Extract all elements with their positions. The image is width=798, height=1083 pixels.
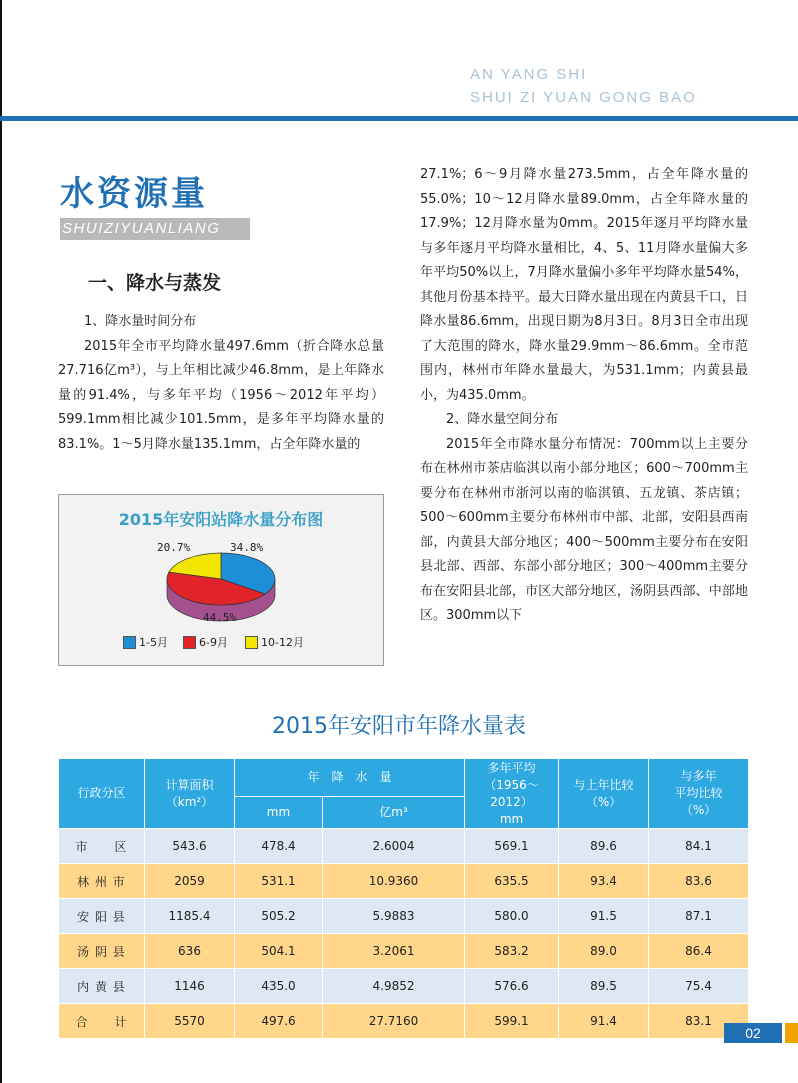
header-precip-yi: 亿m³ <box>323 797 465 829</box>
paragraph-monthly: 27.1%；6～9月降水量273.5mm，占全年降水量的55.0%；10～12月降水量89.0mm，占全年降水量的17.9%；12月降水量为0mm。2015年逐月平均降水量与多年逐月平均降水量相比，4、5、11月降水量偏大多年平均50%以上，7月降水量偏小多年平均降水量54%，其他月份基本持平。最大日降水量出现在内黄县千口，日降水量86.6mm，出现日期为8月3日。8月3日全市出现了大范围的降水，降水量29.9mm～86.6mm。全市范围内，林州市年降水量最大，为531.1mm；内黄县最小，为435.0mm。 <box>420 167 748 403</box>
header-pinyin-line2: SHUI ZI YUAN GONG BAO <box>470 89 697 106</box>
right-text-column <box>420 163 748 629</box>
precipitation-table <box>58 758 749 1039</box>
table-row <box>59 934 749 969</box>
page-number-accent <box>785 1023 798 1043</box>
cell-precip-mm: 497.6 <box>235 1004 323 1039</box>
cell-cmp-avg: 83.6 <box>649 864 749 899</box>
page-number: 02 <box>724 1023 782 1043</box>
cell-area: 5570 <box>145 1004 235 1039</box>
cell-avg: 580.0 <box>465 899 559 934</box>
cell-cmp-avg: 84.1 <box>649 829 749 864</box>
legend-item-6-9 <box>183 634 228 650</box>
cell-region: 内 黄 县 <box>59 969 145 1004</box>
legend-swatch-10-12 <box>245 636 258 649</box>
legend-item-10-12 <box>245 634 304 650</box>
legend-label-6-9: 6-9月 <box>199 636 228 649</box>
chart-title: 2015年安阳站降水量分布图 <box>118 510 324 529</box>
table-row <box>59 864 749 899</box>
cell-cmp-last: 91.4 <box>559 1004 649 1039</box>
cell-avg: 635.5 <box>465 864 559 899</box>
cell-area: 1146 <box>145 969 235 1004</box>
cell-cmp-avg: 83.1 <box>649 1004 749 1039</box>
cell-area: 543.6 <box>145 829 235 864</box>
cell-region: 林 州 市 <box>59 864 145 899</box>
cell-avg: 569.1 <box>465 829 559 864</box>
cell-region: 市 区 <box>59 829 145 864</box>
cell-avg: 576.6 <box>465 969 559 1004</box>
table-row-total <box>59 1004 749 1039</box>
cell-cmp-last: 93.4 <box>559 864 649 899</box>
cell-precip-mm: 478.4 <box>235 829 323 864</box>
header-region: 行政分区 <box>59 759 145 829</box>
section-subtitle: SHUIZIYUANLIANG <box>62 220 221 237</box>
heading-precipitation: 一、降水与蒸发 <box>88 272 222 294</box>
cell-region: 安 阳 县 <box>59 899 145 934</box>
cell-cmp-last: 89.0 <box>559 934 649 969</box>
legend-item-1-5 <box>123 634 168 650</box>
cell-precip-yi: 3.2061 <box>323 934 465 969</box>
paragraph-time-distribution: 2015年全市平均降水量497.6mm（折合降水总量27.716亿m³），与上年相比减少46.8mm，是上年降水量的91.4%，与多年平均（1956～2012年平均）599.1mm相比减少101.5mm，是多年平均降水量的83.1%。1～5月降水量135.1mm，占全年降水量的 <box>58 338 384 452</box>
cell-cmp-last: 89.6 <box>559 829 649 864</box>
header-area: 计算面积 （km²） <box>145 759 235 829</box>
header-compare-last-year: 与上年比较 （%） <box>559 759 649 829</box>
legend-label-1-5: 1-5月 <box>139 636 168 649</box>
legend-swatch-1-5 <box>123 636 136 649</box>
legend-swatch-6-9 <box>183 636 196 649</box>
legend-label-10-12: 10-12月 <box>261 636 304 649</box>
left-text-column <box>58 310 384 457</box>
cell-area: 2059 <box>145 864 235 899</box>
cell-cmp-avg: 86.4 <box>649 934 749 969</box>
cell-precip-yi: 4.9852 <box>323 969 465 1004</box>
header-compare-average: 与多年 平均比较 （%） <box>649 759 749 829</box>
cell-precip-yi: 2.6004 <box>323 829 465 864</box>
subheading-time-distribution: 1、降水量时间分布 <box>84 314 197 329</box>
cell-area: 1185.4 <box>145 899 235 934</box>
cell-precip-mm: 531.1 <box>235 864 323 899</box>
cell-region: 合 计 <box>59 1004 145 1039</box>
cell-precip-mm: 504.1 <box>235 934 323 969</box>
cell-cmp-last: 91.5 <box>559 899 649 934</box>
cell-cmp-avg: 75.4 <box>649 969 749 1004</box>
table-row <box>59 829 749 864</box>
cell-avg: 599.1 <box>465 1004 559 1039</box>
cell-precip-mm: 505.2 <box>235 899 323 934</box>
pie-chart-panel <box>58 494 384 666</box>
header-blue-rule <box>0 116 798 121</box>
table-title: 2015年安阳市年降水量表 <box>272 714 526 739</box>
pie-label-1-5: 34.8% <box>230 541 264 554</box>
cell-precip-yi: 5.9883 <box>323 899 465 934</box>
pie-label-10-12: 20.7% <box>157 541 191 554</box>
cell-region: 汤 阴 县 <box>59 934 145 969</box>
page-edge-rule <box>0 0 2 1083</box>
cell-avg: 583.2 <box>465 934 559 969</box>
table-row <box>59 899 749 934</box>
cell-precip-mm: 435.0 <box>235 969 323 1004</box>
header-pinyin-line1: AN YANG SHI <box>470 66 588 83</box>
cell-precip-yi: 27.7160 <box>323 1004 465 1039</box>
subheading-spatial-distribution: 2、降水量空间分布 <box>446 412 559 427</box>
table-row <box>59 969 749 1004</box>
header-precip-mm: mm <box>235 797 323 829</box>
paragraph-spatial-distribution: 2015年全市降水量分布情况：700mm以上主要分布在林州市茶店临淇以南小部分地区；600～700mm主要分布在林州市浙河以南的临淇镇、五龙镇、茶店镇；500～600mm主要分布林州市中部、北部，安阳县西南部，内黄县大部分地区；400～500mm主要分布在安阳县北部、西部、东部小部分地区；300～400mm主要分布在安阳县北部，市区大部分地区，汤阴县西部、中部地区。300mm以下 <box>420 436 748 623</box>
header-long-term-avg: 多年平均 （1956～2012） mm <box>465 759 559 829</box>
cell-area: 636 <box>145 934 235 969</box>
cell-cmp-avg: 87.1 <box>649 899 749 934</box>
pie-label-6-9: 44.5% <box>203 611 237 624</box>
header-precip: 年 降 水 量 <box>235 759 465 797</box>
section-title: 水资源量 <box>60 174 208 214</box>
cell-precip-yi: 10.9360 <box>323 864 465 899</box>
cell-cmp-last: 89.5 <box>559 969 649 1004</box>
